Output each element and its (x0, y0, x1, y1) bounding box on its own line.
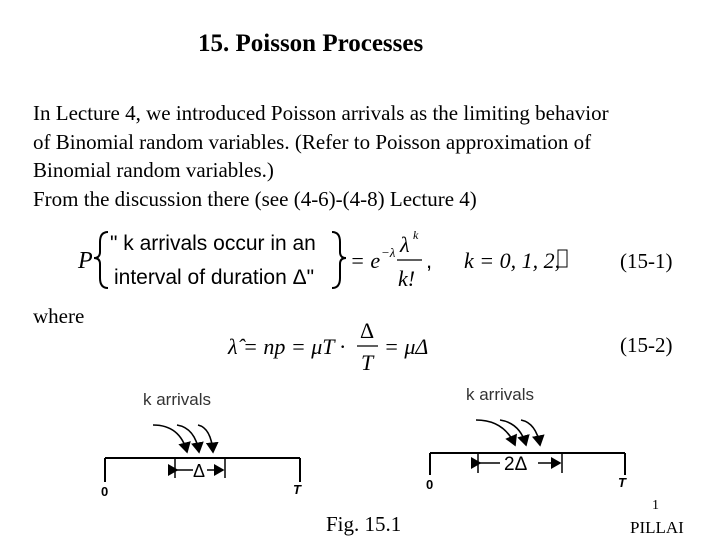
eq1-line1: " k arrivals occur in an (110, 232, 316, 255)
eq2-lhs: λ̂ = np = μT · (228, 334, 346, 359)
right-k-arrivals-label: k arrivals (466, 385, 535, 404)
intro-line: From the discussion there (see (4-6)-(4-8) Lecture 4) (33, 186, 477, 211)
page-number: 1 (652, 498, 659, 513)
right-origin-label: 0 (426, 477, 434, 492)
eq1-numerator: λ (400, 232, 410, 257)
eq1-numerator-exponent: k (413, 228, 419, 242)
eq1-comma: , (426, 248, 433, 273)
figure-right-timeline (420, 375, 650, 495)
intro-paragraph (33, 99, 703, 213)
figure-caption: Fig. 15.1 (326, 512, 402, 536)
left-interval-label: Δ (193, 461, 206, 481)
intro-line: In Lecture 4, we introduced Poisson arrivals as the limiting behavior (33, 101, 609, 125)
eq1-rhs: = e (350, 248, 381, 273)
left-origin-label: 0 (101, 484, 109, 499)
right-arrival-arrow (521, 420, 540, 445)
eq1-denominator: k! (398, 266, 416, 291)
where-label: where (33, 304, 85, 328)
eq1-left-brace (94, 232, 108, 288)
slide-title: 15. Poisson Processes (198, 30, 424, 57)
eq1-line2: interval of duration Δ" (114, 266, 315, 289)
left-arrival-arrow (198, 425, 213, 452)
intro-line: Binomial random variables.) (33, 158, 274, 182)
left-k-arrivals-label: k arrivals (143, 390, 212, 409)
right-arrival-arrow (476, 420, 515, 445)
eq1-k-range: k = 0, 1, 2, (464, 248, 561, 273)
right-T-label: T (618, 475, 626, 490)
eq1-exponent: −λ (381, 245, 396, 260)
equation-15-2 (224, 318, 444, 380)
eq2-denominator: T (361, 350, 374, 375)
figure-left-timeline (95, 380, 325, 500)
left-T-label: T (293, 482, 301, 497)
equation-number-15-1: (15-1) (620, 249, 673, 273)
left-arrival-arrow (153, 425, 187, 452)
eq2-rhs: = μΔ (384, 334, 429, 359)
equation-number-15-2: (15-2) (620, 333, 673, 357)
eq1-right-brace (332, 232, 346, 288)
right-interval-label: 2Δ (504, 454, 528, 475)
eq2-numerator: Δ (360, 318, 375, 343)
intro-line: of Binomial random variables. (Refer to Poisson approximation of (33, 129, 592, 154)
equation-15-1 (70, 222, 570, 294)
author-label: PILLAI (630, 518, 684, 537)
eq1-P: P (78, 248, 93, 274)
